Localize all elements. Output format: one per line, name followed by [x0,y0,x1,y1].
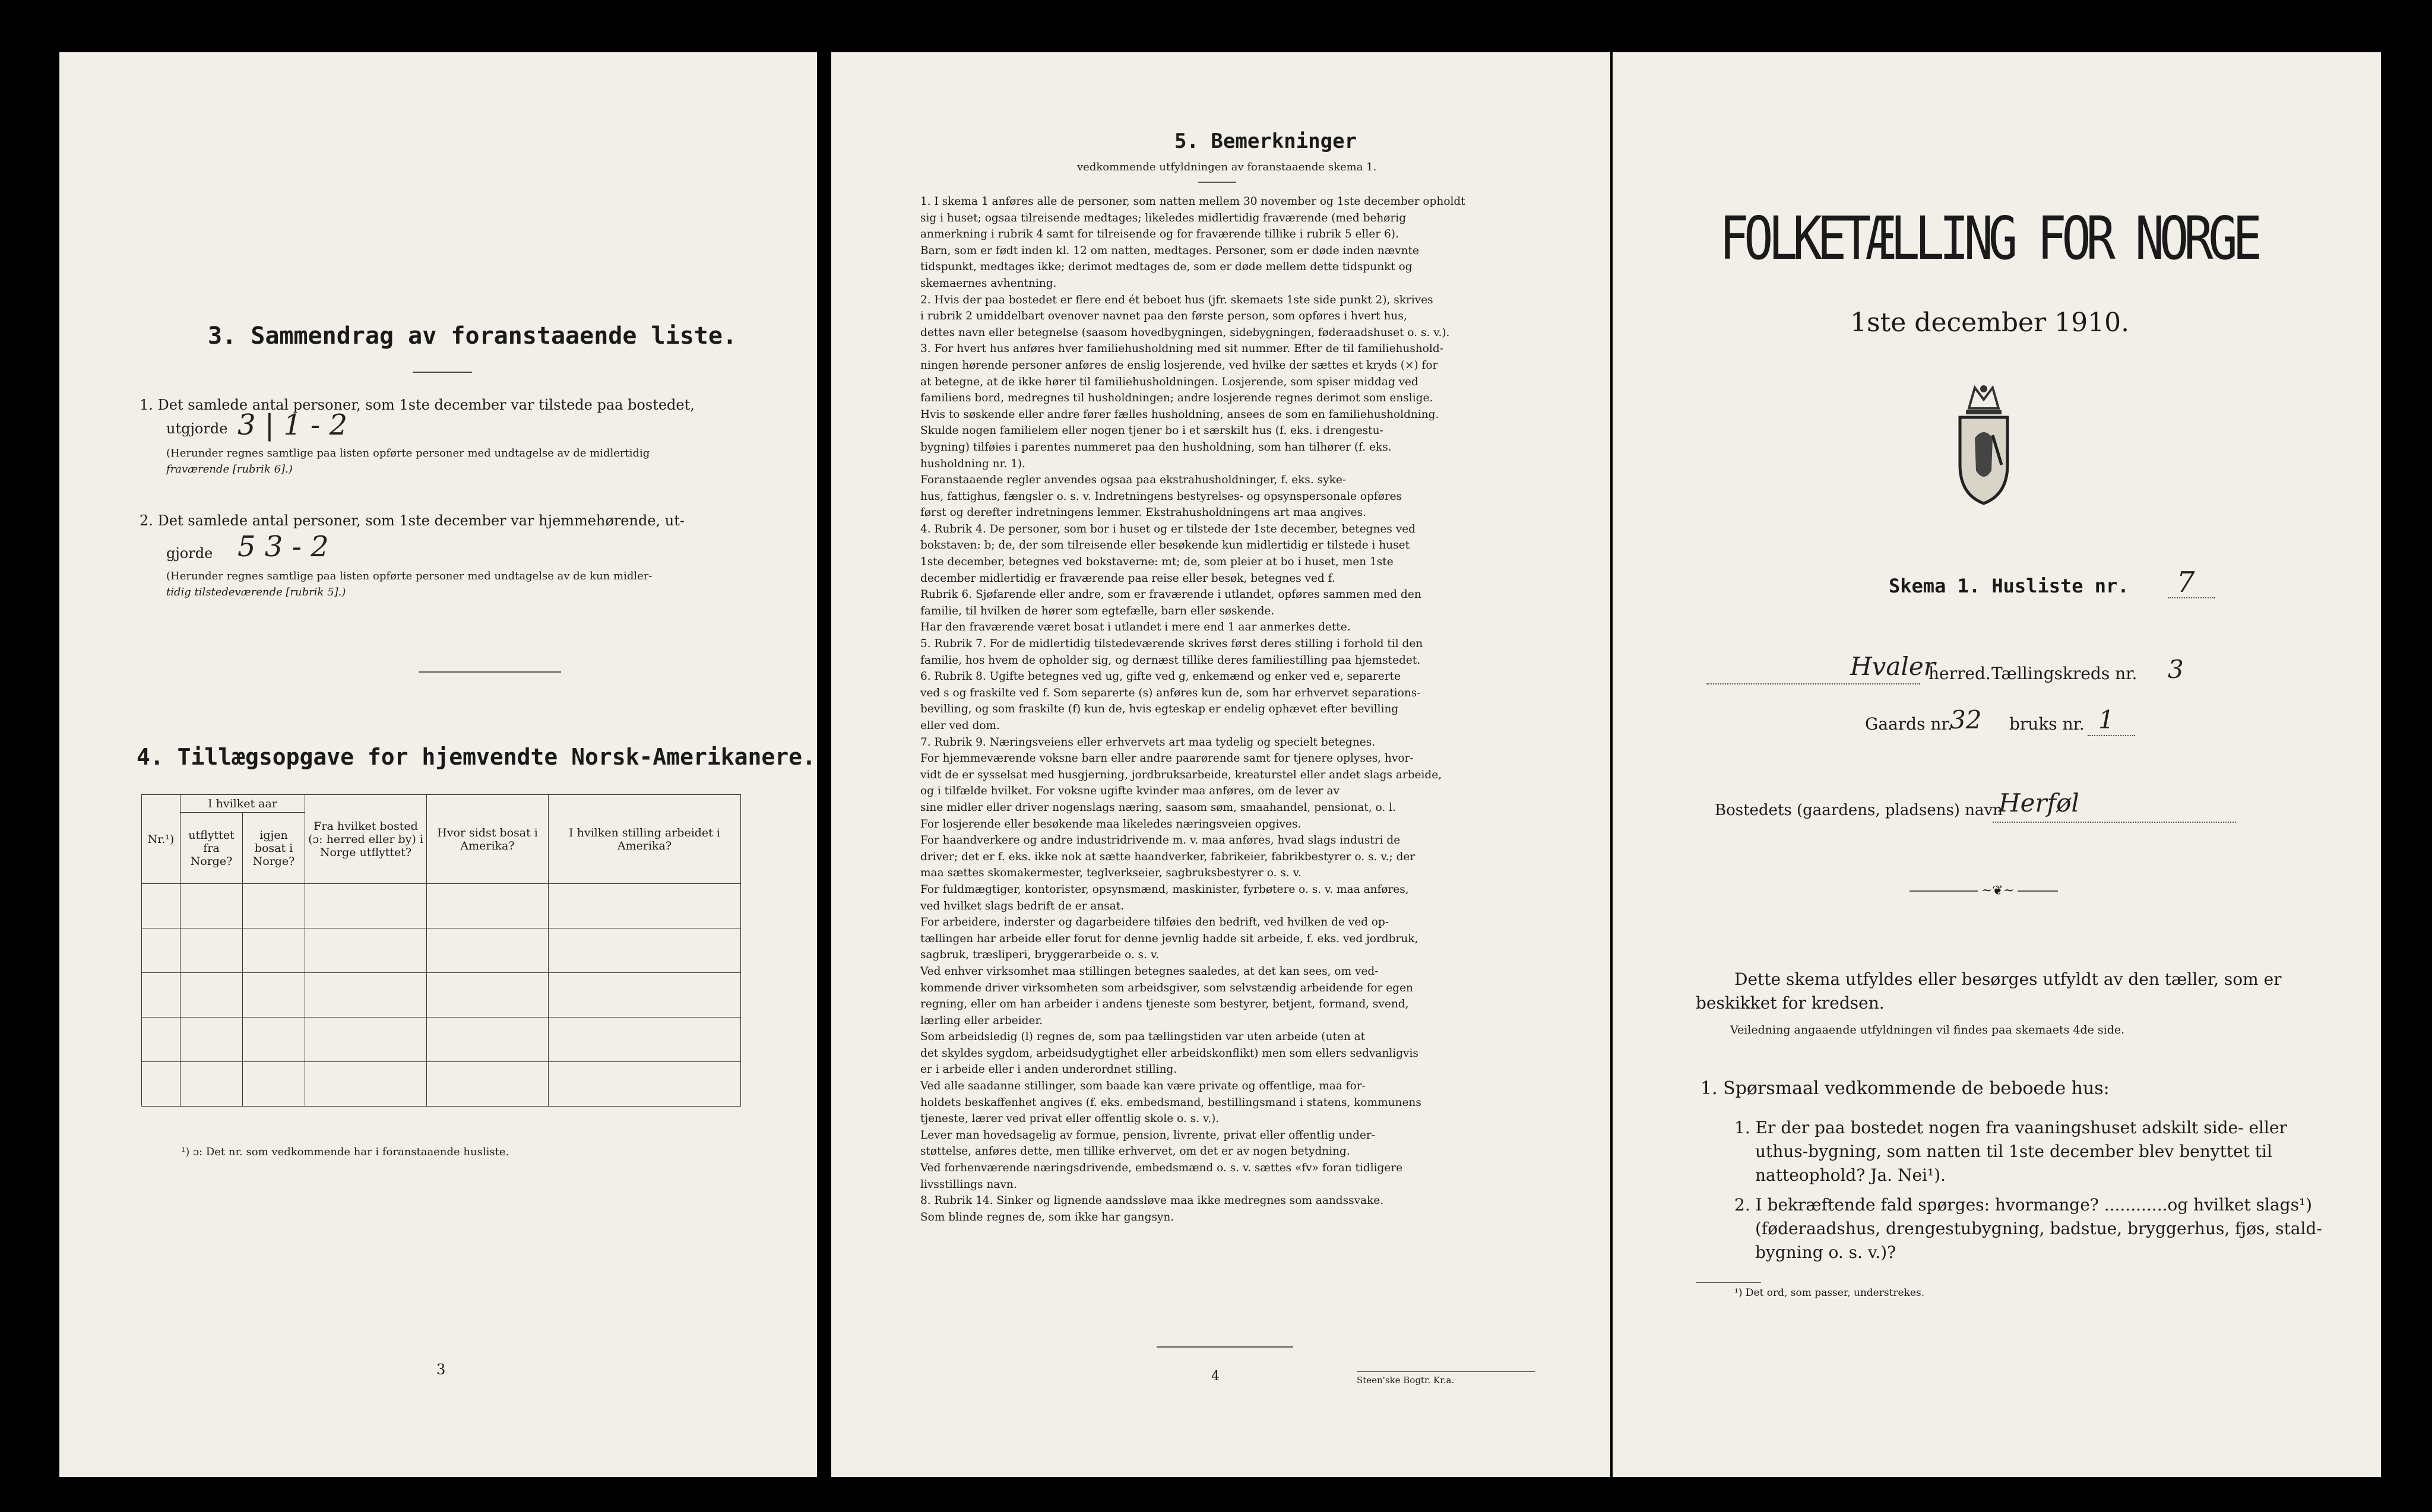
remarks-line: ved s og fraskilte ved f. Som separerte (s) anføres kun de, som har erhvervet separations- [920,686,1421,699]
remarks-line: 7. Rubrik 9. Næringsveiens eller erhvervets art maa tydelig og specielt betegnes. [920,736,1376,749]
summary-item-1-note: (Herunder regnes samtlige paa listen opførte personer med undtagelse av de midlertidig [166,447,650,459]
remarks-line: først og derefter indretningens lemmer. Ekstrahusholdningens art maa angives. [920,506,1366,519]
intro-text-2: beskikket for kredsen. [1696,993,1885,1013]
bruks-value: 1 [2098,705,2114,734]
remarks-line: december midlertidig er fraværende paa reise eller besøk, betegnes ved f. [920,572,1335,585]
remarks-line: kommende driver virksomheten som arbeidsgiver, som selvstændig arbeidende for egen [920,981,1413,994]
remarks-line: støttelse, anføres dette, men tillike erhvervet, om det er av nogen betydning. [920,1145,1350,1158]
remarks-line: tællingen har arbeide eller forut for denne jevnlig hadde sit arbeide, f. eks. ved jordbruk, [920,932,1418,945]
remarks-line: ved hvilket slags bedrift de er ansat. [920,899,1125,912]
herred-label: herred. [1928,664,1991,683]
table-row [142,973,741,1017]
herred-value: Hvaler [1850,652,1936,681]
intro-note: Veiledning angaaende utfyldningen vil findes paa skemaets 4de side. [1730,1023,2125,1036]
remarks-line: hus, fattighus, fængsler o. s. v. Indretningens bestyrelses- og opsynspersonale opføres [920,490,1402,503]
remarks-line: Som arbeidsledig (l) regnes de, som paa tællingstiden var uten arbeide (uten at [920,1031,1366,1044]
remarks-line: 3. For hvert hus anføres hver familiehusholdning med sit nummer. Efter de til familiehushold- [920,343,1443,356]
col-hvor-bosat: Hvor sidst bosat i Amerika? [427,795,549,884]
page-3 [59,52,817,1477]
col-igjen-bosat: igjen bosat i Norge? [243,813,305,884]
schema-label: Skema 1. Husliste nr. [1889,575,2129,597]
question-2-line-2: (føderaadshus, drengestubygning, badstue, bryggerhus, fjøs, stald- [1755,1219,2322,1238]
remarks-line: er i arbeide eller i anden underordnet stilling. [920,1063,1177,1076]
divider [419,671,561,673]
summary-item-2: 2. Det samlede antal personer, som 1ste december var hjemmehørende, ut- [140,512,685,529]
remarks-line: Barn, som er født inden kl. 12 om natten, medtages. Personer, som er døde inden nævnte [920,244,1419,257]
ornament-icon: ~❦~ [1978,883,2018,898]
remarks-line: 2. Hvis der paa bostedet er flere end ét beboet hus (jfr. skemaets 1ste side punkt 2), skrives [920,293,1433,306]
remarks-line: Har den fraværende været bosat i utlandet i mere end 1 aar anmerkes dette. [920,621,1351,634]
question-2-line-3: bygning o. s. v.)? [1755,1242,1896,1262]
kreds-value: 3 [2168,655,2184,684]
summary-item-2-note-2: tidig tilstedeværende [rubrik 5].) [166,586,346,598]
col-group-year: I hvilket aar [180,795,305,813]
remarks-line: For fuldmægtiger, kontorister, opsynsmænd, maskinister, fyrbøtere o. s. v. maa anføres, [920,883,1409,896]
remarks-line: For losjerende eller besøkende maa likeledes næringsveien opgives. [920,817,1302,831]
page-4 [831,52,1610,1477]
remarks-line: familiens bord, medregnes til husholdningen; andre losjerende regnes derimot som enslige. [920,392,1433,405]
remarks-line: holdets beskaffenhet angives (f. eks. embedsmand, bestillingsmand i statens, kommunens [920,1096,1421,1109]
remarks-line: 1ste december, betegnes ved bokstaverne: mt; de, som pleier at bo i huset, men 1ste [920,556,1394,569]
fill-line [2088,735,2135,736]
divider [413,372,472,373]
remarks-line: at betegne, at de ikke hører til familiehusholdningen. Losjerende, som spiser middag ved [920,375,1418,388]
remarks-line: 1. I skema 1 anføres alle de personer, som natten mellem 30 november og 1ste december opholdt [920,195,1465,208]
remarks-line: det skyldes sygdom, arbeidsudygtighet eller arbeidskonflikt) men som ellers sedvanligvis [920,1047,1418,1060]
remarks-line: bevilling, og som fraskilte (f) kun de, hvis egteskap er endelig ophævet efter bevilling [920,703,1399,716]
col-utflyttet: utflyttet fra Norge? [180,813,243,884]
divider [1157,1346,1293,1348]
remarks-line: Ved alle saadanne stillinger, som baade kan være private og offentlige, maa for- [920,1080,1366,1093]
remarks-line: bygning) tilføies i parentes nummeret paa den husholdning, som han tilhører (f. eks. [920,440,1392,454]
printer-mark: Steen'ske Bogtr. Kr.a. [1357,1375,1455,1386]
remarks-line: sine midler eller driver nogenslags næring, saasom søm, smaahandel, pensionat, o. l. [920,801,1396,814]
remarks-subtitle: vedkommende utfyldningen av foranstaaende skema 1. [1077,161,1377,173]
remarks-line: sig i huset; ogsaa tilreisende medtages; likeledes midlertidig fraværende (med behørig [920,211,1407,224]
remarks-line: bokstaven: b; de, der som tilreisende eller besøkende kun midlertidig er tilstede i huset [920,539,1410,552]
remarks-line: 4. Rubrik 4. De personer, som bor i huset og er tilstede der 1ste december, betegnes ved [920,522,1416,535]
remarks-line: i rubrik 2 umiddelbart ovenover navnet paa den første person, som opføres i hvert hus, [920,310,1407,323]
summary-item-2-prefix: gjorde [166,545,213,562]
remarks-line: Skulde nogen familielem eller nogen tjener bo i et særskilt hus (f. eks. i drengestu- [920,424,1383,438]
section-4-title: 4. Tillægsopgave for hjemvendte Norsk-Amerikanere. [137,744,816,770]
census-title: FOLKETÆLLING FOR NORGE [1720,204,2257,273]
gaards-value: 32 [1950,705,1982,734]
table-row [142,884,741,928]
col-fra-bosted: Fra hvilket bosted (ɔ: herred eller by) i Norge utflyttet? [305,795,427,884]
remarks-line: livsstillings navn. [920,1178,1017,1191]
remarks-line: familie, hos hvem de opholder sig, og dernæst tillike deres familiestilling paa hjemstedet. [920,654,1421,667]
summary-item-1-value: 3 | 1 - 2 [238,408,348,442]
summary-item-2-value: 5 3 - 2 [238,530,329,563]
remarks-line: 6. Rubrik 8. Ugifte betegnes ved ug, gifte ved g, enkemænd og enker ved e, separerte [920,670,1401,683]
question-2: 2. I bekræftende fald spørges: hvormange? ............og hvilket slags¹) [1734,1195,2313,1215]
bosted-value: Herføl [1999,788,2079,817]
summary-item-2-note: (Herunder regnes samtlige paa listen opførte personer med undtagelse av de kun midler- [166,570,653,582]
remarks-line: 5. Rubrik 7. For de midlertidig tilstedeværende skrives først deres stilling i forhold til den [920,638,1423,651]
page-1 [1613,52,2381,1477]
remarks-body [920,194,1526,1225]
section-3-title: 3. Sammendrag av foranstaaende liste. [208,322,737,350]
question-section-title: 1. Spørsmaal vedkommende de beboede hus: [1700,1078,2110,1099]
remarks-line: lærling eller arbeider. [920,1014,1043,1027]
col-nr: Nr.¹) [142,795,180,884]
divider [1198,182,1236,183]
remarks-line: regning, eller om han arbeider i andens tjeneste som bestyrer, betjent, formand, svend, [920,998,1409,1011]
summary-item-1-prefix: utgjorde [166,420,228,437]
remarks-line: familie, til hvilken de hører som egtefælle, barn eller søskende. [920,604,1275,617]
question-1-line-3: natteophold? Ja. Nei¹). [1755,1165,1946,1185]
remarks-line: dettes navn eller betegnelse (saasom hovedbygningen, sidebygningen, føderaadshuset o. s. v.). [920,326,1450,339]
question-1-line-2: uthus-bygning, som natten til 1ste december blev benyttet til [1755,1142,2272,1161]
census-date: 1ste december 1910. [1850,308,2130,338]
table-footnote: ¹) ɔ: Det nr. som vedkommende har i foranstaaende husliste. [181,1146,509,1158]
remarks-line: vidt de er sysselsat med husgjerning, jordbruksarbeide, kreaturstel eller andet slags arbeide, [920,768,1442,781]
remarks-line: ningen hørende personer anføres de enslig losjerende, ved hvilke der sættes et kryds (×) for [920,359,1438,372]
bosted-label: Bostedets (gaardens, pladsens) navn [1715,801,2003,819]
intro-text: Dette skema utfyldes eller besørges utfyldt av den tæller, som er [1734,969,2282,989]
remarks-line: tjeneste, lærer ved privat eller offentlig skole o. s. v.). [920,1112,1220,1126]
gaards-label: Gaards nr. [1865,714,1953,734]
bruks-label: bruks nr. [2009,714,2085,734]
divider [1357,1371,1535,1372]
summary-item-1: 1. Det samlede antal personer, som 1ste december var tilstede paa bostedet, [140,397,695,413]
fill-line [2168,597,2215,598]
remarks-line: Som blinde regnes de, som ikke har gangsyn. [920,1210,1174,1223]
divider [1696,1282,1761,1283]
page-number: 4 [1211,1369,1220,1384]
norsk-amerikaner-table [141,794,741,1107]
remarks-line: driver; det er f. eks. ikke nok at sætte haandverker, fabrikeier, fabrikbestyrer o. s. v.; der [920,850,1416,863]
remarks-line: tidspunkt, medtages ikke; derimot medtages de, som er døde mellem dette tidspunkt og [920,261,1413,274]
remarks-line: Lever man hovedsagelig av formue, pension, livrente, privat eller offentlig under- [920,1129,1376,1142]
remarks-line: husholdning nr. 1). [920,457,1025,470]
table-row [142,1017,741,1062]
remarks-line: maa sættes skomakermester, teglverkseier, sagbruksbestyrer o. s. v. [920,867,1302,880]
remarks-line: sagbruk, træsliperi, bryggerarbeide o. s. v. [920,949,1160,962]
kreds-label: Tællingskreds nr. [1991,664,2138,683]
remarks-line: eller ved dom. [920,719,1000,732]
remarks-line: Ved enhver virksomhet maa stillingen betegnes saaledes, at det kan sees, om ved- [920,965,1379,978]
remarks-line: Foranstaaende regler anvendes ogsaa paa ekstrahusholdninger, f. eks. syke- [920,474,1347,487]
remarks-line: Hvis to søskende eller andre fører fælles husholdning, ansees de som en familiehusholdning. [920,408,1439,421]
remarks-line: og i tilfælde hvilket. For voksne ugifte kvinder maa anføres, om de lever av [920,785,1340,798]
table-row [142,928,741,973]
remarks-line: For hjemmeværende voksne barn eller andre paarørende samt for tjenere oplyses, hvor- [920,752,1414,765]
table-row [142,1062,741,1107]
fill-line [1706,683,1920,684]
cover-footnote: ¹) Det ord, som passer, understrekes. [1734,1287,1925,1299]
remarks-line: 8. Rubrik 14. Sinker og lignende aandssløve maa ikke medregnes som aandssvake. [920,1194,1384,1207]
remarks-line: For haandverkere og andre industridrivende m. v. maa anføres, hvad slags industri de [920,834,1401,847]
coat-of-arms-icon [1945,382,2022,506]
remarks-line: anmerkning i rubrik 4 samt for tilreisende og for fraværende tillike i rubrik 5 eller 6). [920,228,1399,241]
remarks-line: Ved forhenværende næringsdrivende, embedsmænd o. s. v. sættes «fv» foran tidligere [920,1162,1403,1175]
page-number: 3 [436,1361,446,1378]
remarks-line: For arbeidere, inderster og dagarbeidere tilføies den bedrift, ved hvilken de ved op- [920,916,1389,929]
remarks-line: Rubrik 6. Sjøfarende eller andre, som er fraværende i utlandet, opføres sammen med den [920,588,1421,601]
husliste-number: 7 [2177,566,2195,599]
question-1: 1. Er der paa bostedet nogen fra vaaningshuset adskilt side- eller [1734,1118,2287,1137]
summary-item-1-note-2: fraværende [rubrik 6].) [166,463,293,476]
fill-line [1993,822,2236,823]
remarks-line: skemaernes avhentning. [920,277,1057,290]
remarks-title: 5. Bemerkninger [1174,129,1357,153]
col-stilling: I hvilken stilling arbeidet i Amerika? [549,795,741,884]
